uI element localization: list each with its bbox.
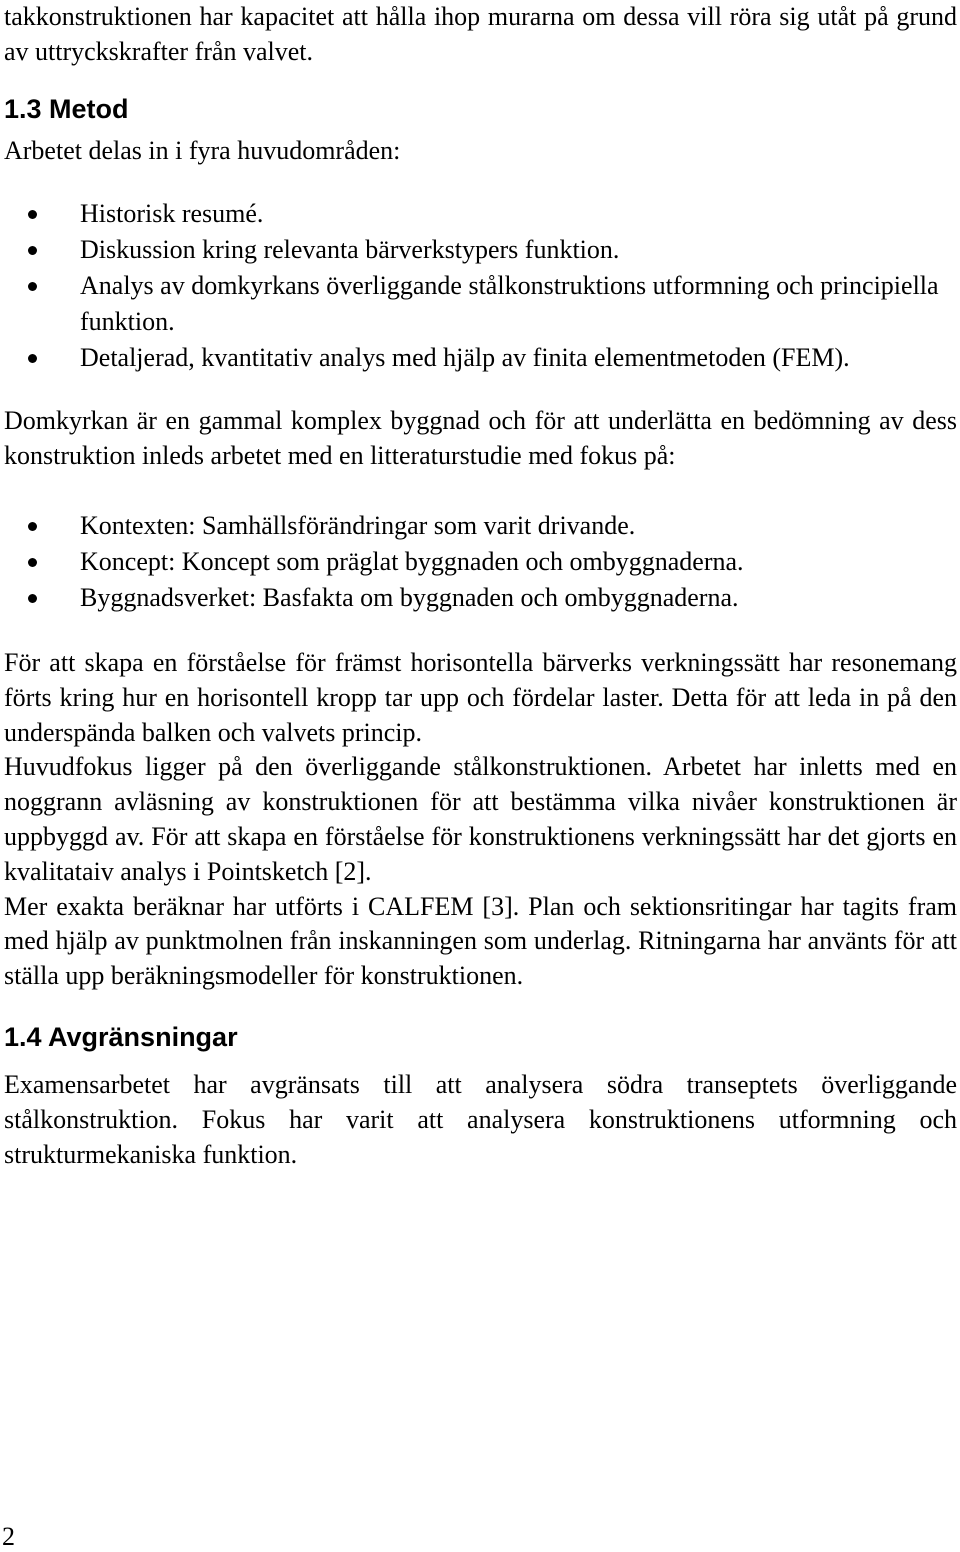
bullet-icon: [28, 246, 37, 255]
page-number: 2: [2, 1522, 15, 1551]
list-item: Historisk resumé.: [4, 196, 957, 232]
list-item: Koncept: Koncept som präglat byggnaden och ombyggnaderna.: [4, 544, 957, 580]
bullet-icon: [28, 354, 37, 363]
bullet-icon: [28, 210, 37, 219]
bullet-icon: [28, 594, 37, 603]
section-heading-avgransningar: 1.4 Avgränsningar: [4, 1021, 238, 1052]
focus-list: [4, 508, 957, 616]
method-lead-text: Arbetet delas in i fyra huvudområden:: [4, 135, 401, 165]
literature-paragraph: Domkyrkan är en gammal komplex byggnad och för att underlätta en bedömning av dess konstruktion inleds arbetet med en litteraturstudie med fokus på:: [4, 406, 957, 471]
section-heading-metod: 1.3 Metod: [4, 93, 129, 124]
list-item: Byggnadsverket: Basfakta om byggnaden och ombyggnaderna.: [4, 580, 957, 616]
understanding-paragraph: För att skapa en förståelse för främst horisontella bärverks verkningssätt har resonemang förts kring hur en horisontell kropp tar upp och fördelar laster. Detta för att leda in på den underspända balken och valvets princip.: [4, 647, 957, 747]
limits-paragraph: Examensarbetet har avgränsats till att analysera södra transeptets överliggande stålkonstruktion. Fokus har varit att analysera konstruktionens utformning och strukturmekaniska funktion.: [4, 1069, 957, 1169]
list-item: Detaljerad, kvantitativ analys med hjälp av finita elementmetoden (FEM).: [4, 340, 957, 376]
document-page: [4, 0, 957, 1172]
intro-paragraph: takkonstruktionen har kapacitet att hålla ihop murarna om dessa vill röra sig utåt på grund av uttryckskrafter från valvet.: [4, 2, 957, 66]
calfem-paragraph: Mer exakta beräknar har utförts i CALFEM [3]. Plan och sektionsritingar har tagits fram med hjälp av punktmolnen från inskanningen som underlag. Ritningarna har använts för att ställa upp beräkningsmodeller för konstruktionen.: [4, 891, 957, 991]
bullet-icon: [28, 558, 37, 567]
bullet-icon: [28, 282, 37, 291]
focus-paragraph: Huvudfokus ligger på den överliggande stålkonstruktionen. Arbetet har inletts med en noggrann avläsning av konstruktionen för att bestämma vilka nivåer konstruktionen är uppbyggd av. För att skapa en förståelse för konstruktionens verkningssätt har det gjorts en kvalitataiv analys i Pointsketch [2].: [4, 752, 957, 886]
list-item: Analys av domkyrkans överliggande stålkonstruktions utformning och principiella funktion.: [4, 268, 957, 340]
bullet-icon: [28, 522, 37, 531]
list-item: Kontexten: Samhällsförändringar som varit drivande.: [4, 508, 957, 544]
method-areas-list: [4, 196, 957, 376]
list-item: Diskussion kring relevanta bärverkstypers funktion.: [4, 232, 957, 268]
